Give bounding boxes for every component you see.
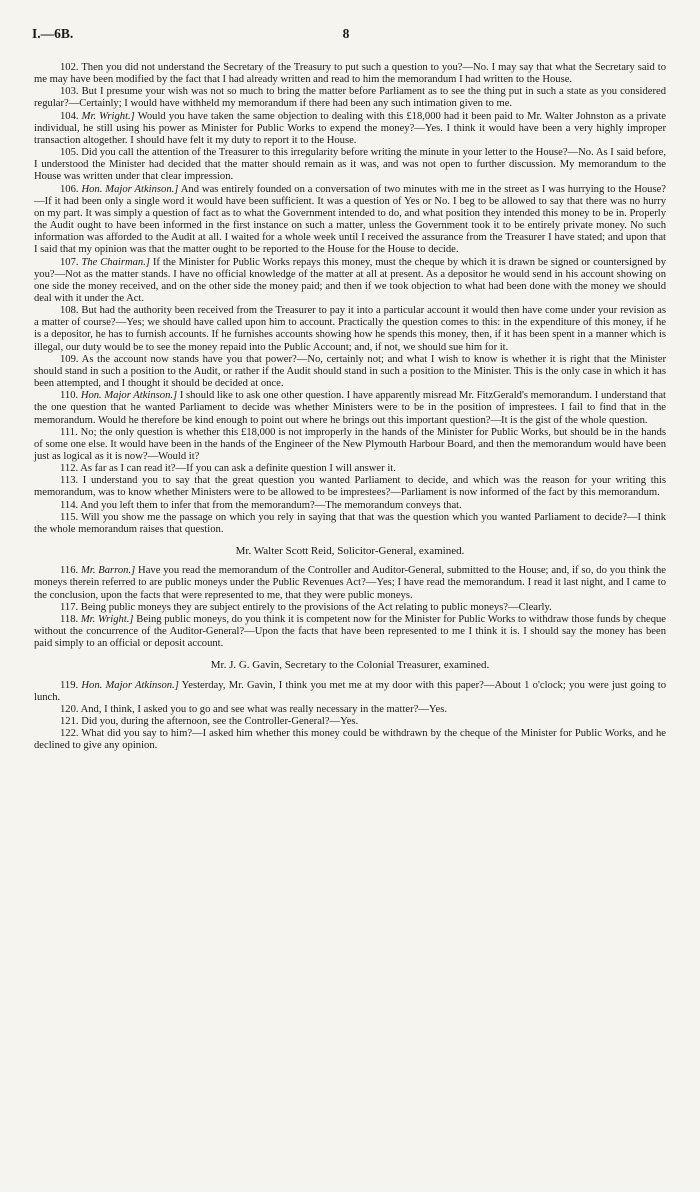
testimony-paragraph: 120. And, I think, I asked you to go and see what was really necessary in the matter?—Yes.: [60, 703, 447, 715]
testimony-paragraph: 103. But I presume your wish was not so much to bring the matter before Parliament as to see the thing put in such a state as you considered regular?—Certainly; I would have withheld my memorandum if there had been any such intimation given to me.: [34, 86, 666, 110]
speaker-name: Mr. Barron.]: [80, 565, 136, 577]
testimony-paragraph: [34, 111, 666, 147]
testimony-paragraph: 111. No; the only question is whether this £18,000 is not improperly in the hands of the Minister for Public Works, but should be in the hands of some one else. It would have been in the hands of the Engineer of the New Plymouth Harbour Board, and then the memorandum would have been just as logical as it is now?—Would it?: [34, 426, 666, 462]
speaker-name: Mr. Wright.]: [80, 613, 134, 625]
testimony-paragraph: 102. Then you did not understand the Secretary of the Treasury to put such a question to you?—No. I may say that what the Secretary said to me may have been modified by the fact that I had already written and read to him the memorandum I had written to the House.: [34, 62, 666, 86]
testimony-paragraph: 109. As the account now stands have you that power?—No, certainly not; and what I wish to know is whether it is right that the Minister should stand in such a position to the Audit, or rather if the Audit should stand in such a position to the Minister. This is the only case in which it has been attempted, and I thought it should be decided at once.: [34, 353, 666, 390]
testimony-paragraph: [34, 390, 666, 426]
page-header: [32, 26, 660, 46]
testimony-paragraph: [34, 257, 666, 306]
question-number: 110.: [60, 390, 79, 402]
question-number: 116.: [60, 565, 79, 577]
testimony-paragraph: 108. But had the authority been received from the Treasurer to pay it into a particular account it would then have come under your revision as a matter of course?—Yes; we should have called upon him to account. Practically the question comes to this: in the expenditure of this money, if he is a depositor, he has to furnish accounts. If he furnishes accounts showing how he spends this money, then, if it has been spent in a manner which is illegal, our duty would be to see the money repaid into the Public Account; and, if not, we should sue him for it.: [34, 305, 666, 353]
question-number: 119.: [60, 679, 79, 691]
speaker-name: The Chairman.]: [81, 256, 150, 268]
speaker-name: Hon. Major Atkinson.]: [81, 183, 179, 195]
testimony-paragraph: 113. I understand you to say that the great question you wanted Parliament to decide, and which was the reason for your writing this memorandum, was to know whether Ministers were to be allowed to be imprestees?—Parliament is now informed of the fact by this memorandum.: [34, 475, 666, 499]
testimony-text: Have you read the memorandum of the Controller and Auditor-General, submitted to the House; and, if so, do you think the moneys therein referred to are public moneys under the Public Revenues Act?—Yes; I have read the memorandum. I read it last night, and I came to the conclusion, upon the facts that were represented to me, that they were public moneys.: [34, 565, 666, 601]
section-heading: Mr. Walter Scott Reid, Solicitor-General, examined.: [235, 545, 465, 558]
testimony-paragraph: 117. Being public moneys they are subject entirely to the provisions of the Act relating to public moneys?—Clearly.: [60, 601, 552, 613]
testimony-text: And was entirely founded on a conversation of two minutes with me in the street as I was hurrying to the House?—If it had been only a single word it would have been sufficient. It was a question of Yes or No. I beg to be allowed to say that there was no hurry on my part. It was simply a question of fact as to what the Government intended to do, and what position they intended this money to be in. Properly the Audit ought to have been informed in the first instance on such a matter, unless the Government took it to be entirely private money. No such information was afforded to the Audit at all. I waited for a whole week until I received the assurance from the Treasurer I have stated; and upon that I said that my opinion was that the matter ought to be reported to the House for the House to decide.: [34, 183, 666, 256]
testimony-text: I should like to ask one other question. I have apparently misread Mr. FitzGerald's memorandum. I understand that the one question that he wanted Parliament to decide was whether Ministers were to be in the position of imprestees. I fail to find that in the memorandum. Would he therefore be kind enough to point out where he brings out this important question?—It is the gist of the whole question.: [34, 390, 666, 426]
testimony-paragraph: [34, 184, 666, 257]
testimony-paragraph: 105. Did you call the attention of the Treasurer to this irregularity before writing the minute in your letter to the House?—No. As I said before, I understood the Minister had decided that the matter should remain as it was, and was not open to further discussion. My memorandum to the House was written under that clear impression.: [34, 147, 666, 183]
testimony-paragraph: [34, 680, 666, 704]
question-number: 106.: [60, 183, 79, 195]
speaker-name: Hon. Major Atkinson.]: [80, 390, 178, 402]
testimony-paragraph: 114. And you left them to infer that from the memorandum?—The memorandum conveys that.: [60, 499, 462, 511]
testimony-paragraph: 112. As far as I can read it?—If you can ask a definite question I will answer it.: [60, 463, 396, 475]
question-number: 104.: [60, 110, 79, 122]
question-number: 118.: [60, 613, 79, 625]
speaker-name: Hon. Major Atkinson.]: [81, 679, 179, 691]
testimony-paragraph: 115. Will you show me the passage on which you rely in saying that that was the question which you wanted Parliament to decide?—I think the whole memorandum raises that question.: [34, 511, 666, 535]
question-number: 107.: [60, 256, 79, 268]
testimony-text: Yesterday, Mr. Gavin, I think you met me at my door with this paper?—About 1 o'clock; you were just going to lunch.: [34, 679, 666, 703]
testimony-text: Would you have taken the same objection to dealing with this £18,000 had it been paid to Mr. Walter Johnston as a private individual, he still using his power as Minister for Public Works to expend the money?—Yes. I think it would have been a very highly improper transaction altogether. I should have felt it my duty to report it to the House.: [34, 110, 666, 146]
testimony-paragraph: 122. What did you say to him?—I asked him whether this money could be withdrawn by the cheque of the Minister for Public Works, and he declined to give any opinion.: [34, 728, 666, 752]
page-number: 8: [342, 26, 350, 41]
testimony-paragraph: [34, 565, 666, 601]
document-body: [34, 62, 666, 752]
speaker-name: Mr. Wright.]: [81, 110, 135, 122]
testimony-text: If the Minister for Public Works repays this money, must the cheque by which it is drawn be signed or countersigned by you?—Not as the matter stands. I have no official knowledge of the matter at all at present. As a depositor he would send in his account showing on one side the money received, and on the other side the money paid; and then if we took objection to what had been done with the money we should deal with it under the Act.: [34, 256, 666, 304]
testimony-paragraph: [34, 614, 666, 650]
testimony-paragraph: 121. Did you, during the afternoon, see the Controller-General?—Yes.: [60, 715, 359, 727]
page-reference: I.—6B.: [32, 26, 74, 41]
section-heading: Mr. J. G. Gavin, Secretary to the Colonial Treasurer, examined.: [210, 659, 490, 672]
testimony-text: Being public moneys, do you think it is competent now for the Minister for Public Works to withdraw those funds by cheque without the concurrence of the Auditor-General?—Upon the facts that have been represented to me I think it is. I should say the money has been paid simply to an official or deposit account.: [34, 613, 667, 650]
